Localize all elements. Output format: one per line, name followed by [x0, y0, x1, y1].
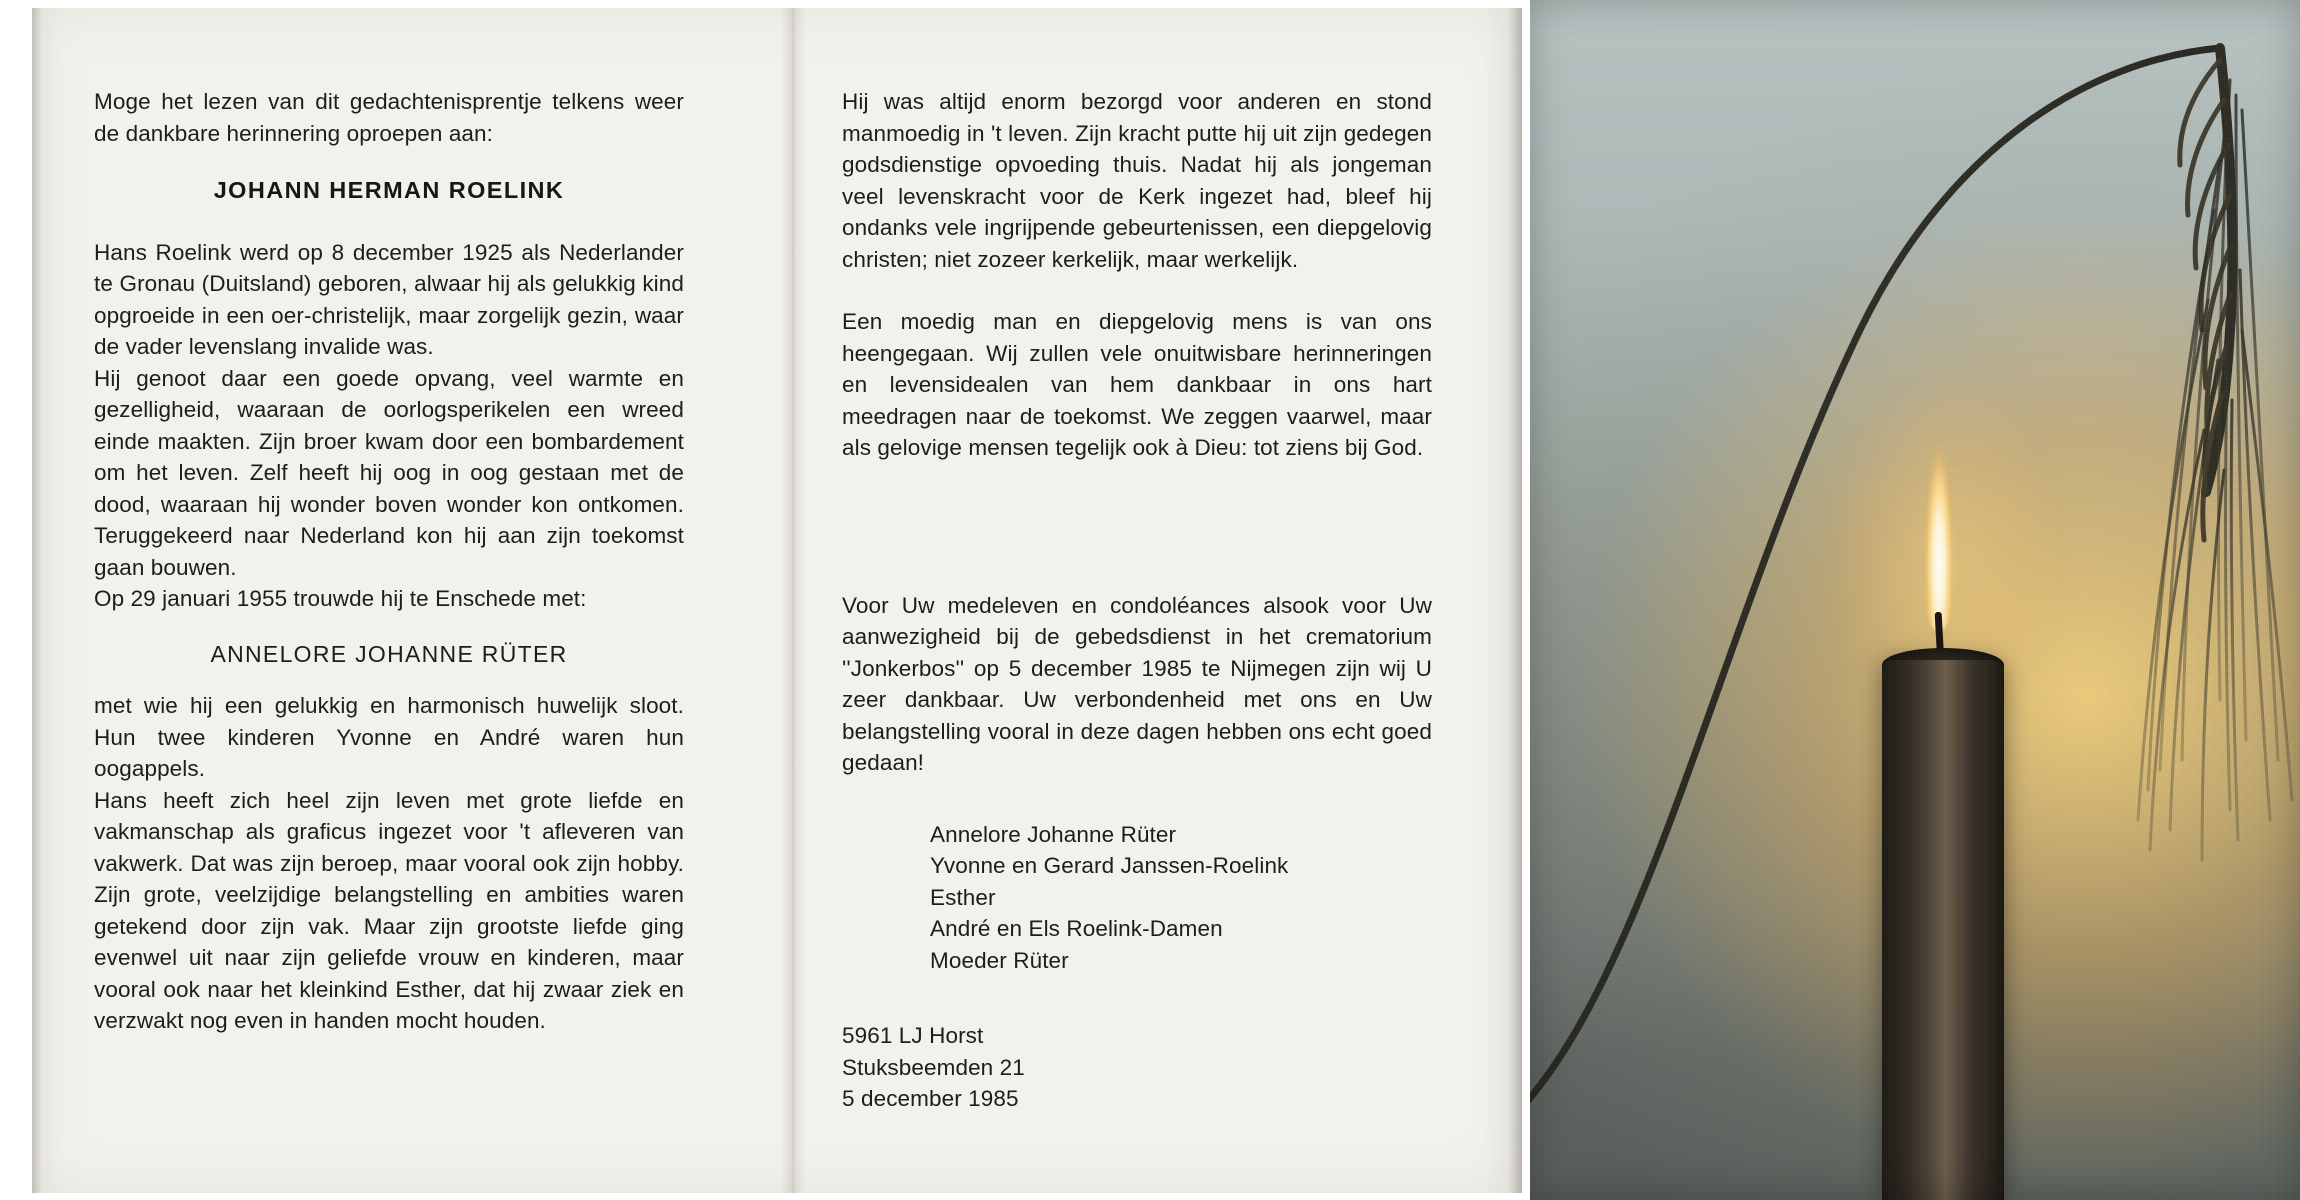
address-line: Stuksbeemden 21 [842, 1054, 1025, 1080]
list-item: Annelore Johanne Rüter [930, 821, 1177, 847]
tribute-paragraph-2: Een moedig man en diepgelovig mens is van ons heengegaan. Wij zullen vele onuitwisbare herinneringen en levensidealen van hem dankbaar in ons hart meedragen naar de toekomst. We zeggen vaarwel, maar als gelovige mensen tegelijk ook à Dieu: tot ziens bij God. [842, 309, 1432, 460]
paper-edge-right [1508, 8, 1522, 1193]
thanks-paragraph: Voor Uw medeleven en condoléances alsook voor Uw aanwezigheid bij de gebedsdienst in het crematorium ''Jonkerbos'' op 5 december 1985 te Nijmegen zijn wij U zeer dankbaar. Uw verbondenheid met ons en Uw belangstelling vooral in deze dagen hebben ons echt goed gedaan! [842, 592, 1432, 775]
biography-paragraph-1: Hans Roelink werd op 8 december 1925 als Nederlander te Gronau (Duitsland) geboren, alwaar hij als gelukkig kind opgroeide in een oer-christelijk, maar zorgelijk gezin, waar de vader levenslang invalide was. [94, 239, 684, 359]
tribute-paragraph-1: Hij was altijd enorm bezorgd voor anderen en stond manmoedig in 't leven. Zijn kracht putte hij uit zijn gedegen godsdienstige opvoeding thuis. Nadat hij als jongeman veel levenskracht voor de Kerk ingezet had, bleef hij ondanks vele ingrijpende gebeurtenissen, een diepgelovig christen; niet zozeer kerkelijk, maar werkelijk. [842, 89, 1432, 272]
address-line: 5961 LJ Horst [842, 1023, 984, 1048]
candle-photograph [1530, 0, 2300, 1200]
spouse-name: ANNELORE JOHANNE RÜTER [210, 640, 568, 667]
biography-paragraph-4: met wie hij een gelukkig en harmonisch huwelijk sloot. Hun twee kinderen Yvonne en André waren hun oogappels. [94, 693, 684, 781]
right-text-panel [842, 86, 1432, 1115]
list-item: Moeder Rüter [930, 947, 1069, 973]
list-item: André en Els Roelink-Damen [930, 916, 1223, 941]
intro-paragraph: Moge het lezen van dit gedachtenisprentje telkens weer de dankbare herinnering oproepen aan: [94, 89, 684, 146]
photo-vignette [1530, 0, 2300, 1200]
paper-fold [780, 8, 806, 1193]
deceased-name: JOHANN HERMAN ROELINK [213, 177, 565, 203]
address-date: 5 december 1985 [842, 1086, 1019, 1111]
signature-list [842, 819, 1432, 977]
paper-edge-left [32, 8, 42, 1193]
paragraph-spacer [842, 275, 1432, 306]
biography-paragraph-5: Hans heeft zich heel zijn leven met grote liefde en vakmanschap als graficus ingezet voor 't afleveren van vakwerk. Dat was zijn beroep, maar vooral ook zijn hobby. Zijn grote, veelzijdige belangstelling en ambities waren getekend door zijn vak. Maar zijn grootste liefde ging evenwel uit naar zijn geliefde vrouw en kinderen, maar vooral ook naar het kleinkind Esther, dat hij zwaar ziek en verzwakt nog even in handen mocht houden. [94, 787, 684, 1033]
biography-paragraph-2: Hij genoot daar een goede opvang, veel warmte en gezelligheid, waaraan de oorlogsperikelen een wreed einde maakten. Zijn broer kwam door een bombardement om het leven. Zelf heeft hij oog in oog gestaan met de dood, waaraan hij wonder boven wonder kon ontkomen. Teruggekeerd naar Nederland kon hij aan zijn toekomst gaan bouwen. [94, 365, 684, 580]
card-paper [32, 8, 1522, 1193]
address-block [842, 1020, 1432, 1115]
list-item: Esther [930, 884, 996, 910]
section-spacer [842, 464, 1432, 590]
list-item: Yvonne en Gerard Janssen-Roelink [930, 853, 1289, 878]
left-text-panel [94, 86, 684, 1037]
marriage-paragraph: Op 29 januari 1955 trouwde hij te Enschede met: [94, 586, 587, 611]
